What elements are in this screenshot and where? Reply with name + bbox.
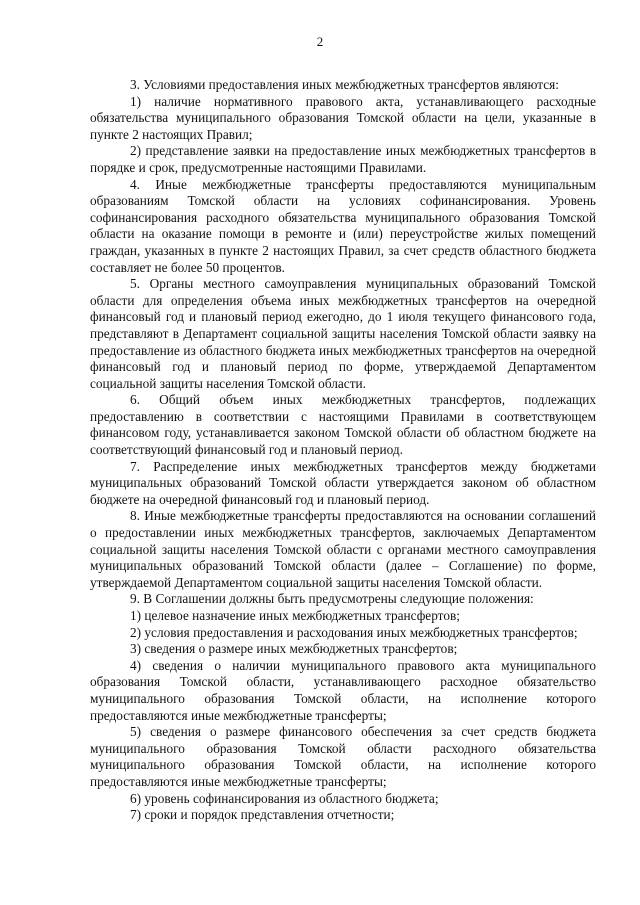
paragraph-item-5-application-submission: 5. Органы местного самоуправления муниципальных образований Томской области для определения объема иных межбюджетных трансфертов на очередной финансовый год и плановый период ежегодно, до 1 июля текущего финансового года, представляют в Департамент социальной защиты населения Томской области заявку на предоставление из областного бюджета иных межбюджетных трансфертов на очередной финансовый год и плановый период по форме, утверждаемой Департаментом социальной защиты населения Томской области.	[90, 276, 596, 391]
paragraph-item-6-total-volume: 6. Общий объем иных межбюджетных трансфертов, подлежащих предоставлению в соответствии с настоящими Правилами в соответствующем финансовом году, устанавливается законом Томской области об областном бюджете на соответствующий финансовый год и плановый период.	[90, 392, 596, 458]
subitem-1-legal-act: 1) наличие нормативного правового акта, устанавливающего расходные обязательства муниципального образования Томской области на цели, указанные в пункте 2 настоящих Правил;	[90, 93, 596, 142]
subitem-4-municipal-act: 4) сведения о наличии муниципального правового акта муниципального образования Томской области, устанавливающего расходное обязательство муниципального образования Томской области, на исполнение которого предоставляются иные межбюджетные трансферты;	[90, 657, 596, 723]
subitem-7-reporting: 7) сроки и порядок представления отчетности;	[130, 807, 395, 823]
subitem-2-application: 2) представление заявки на предоставление иных межбюджетных трансфертов в порядке и срок, предусмотренные настоящими Правилами.	[90, 143, 596, 175]
subitem-2-conditions: 2) условия предоставления и расходования иных межбюджетных трансфертов;	[130, 624, 578, 640]
paragraph-item-3-conditions: 3. Условиями предоставления иных межбюджетных трансфертов являются:	[130, 77, 559, 92]
paragraph-item-4-cofinancing: 4. Иные межбюджетные трансферты предоставляются муниципальным образованиям Томской области на условиях софинансирования. Уровень софинансирования расходного обязательства муниципального образования Томской области на оказание помощи в ремонте и (или) переустройстве жилых помещений граждан, указанных в пункте 2 настоящих Правил, за счет средств областного бюджета составляет не более 50 процентов.	[90, 176, 596, 275]
subitem-5-financial-provision: 5) сведения о размере финансового обеспечения за счет средств бюджета муниципального образования Томской области расходного обязательства муниципального образования Томской области, на исполнение которого предоставляются иные межбюджетные трансферты;	[90, 724, 596, 789]
document-body	[90, 77, 596, 824]
paragraph-item-7-distribution: 7. Распределение иных межбюджетных трансфертов между бюджетами муниципальных образований Томской области утверждается законом об областном бюджете на очередной финансовый год и плановый период.	[90, 458, 596, 507]
paragraph-item-8-agreements: 8. Иные межбюджетные трансферты предоставляются на основании соглашений о предоставлении иных межбюджетных трансфертов, заключаемых Департаментом социальной защиты населения Томской области с органами местного самоуправления муниципальных образований Томской области (далее – Соглашение) по форме, утверждаемой Департаментом социальной защиты населения Томской области.	[90, 508, 596, 590]
paragraph-item-9-agreement-provisions: 9. В Соглашении должны быть предусмотрены следующие положения:	[130, 591, 534, 607]
subitem-1-purpose: 1) целевое назначение иных межбюджетных трансфертов;	[130, 608, 460, 623]
subitem-6-cofinancing-level: 6) уровень софинансирования из областного бюджета;	[130, 790, 439, 806]
subitem-3-amount: 3) сведения о размере иных межбюджетных трансфертов;	[130, 641, 458, 657]
page-number: 2	[316, 34, 324, 49]
